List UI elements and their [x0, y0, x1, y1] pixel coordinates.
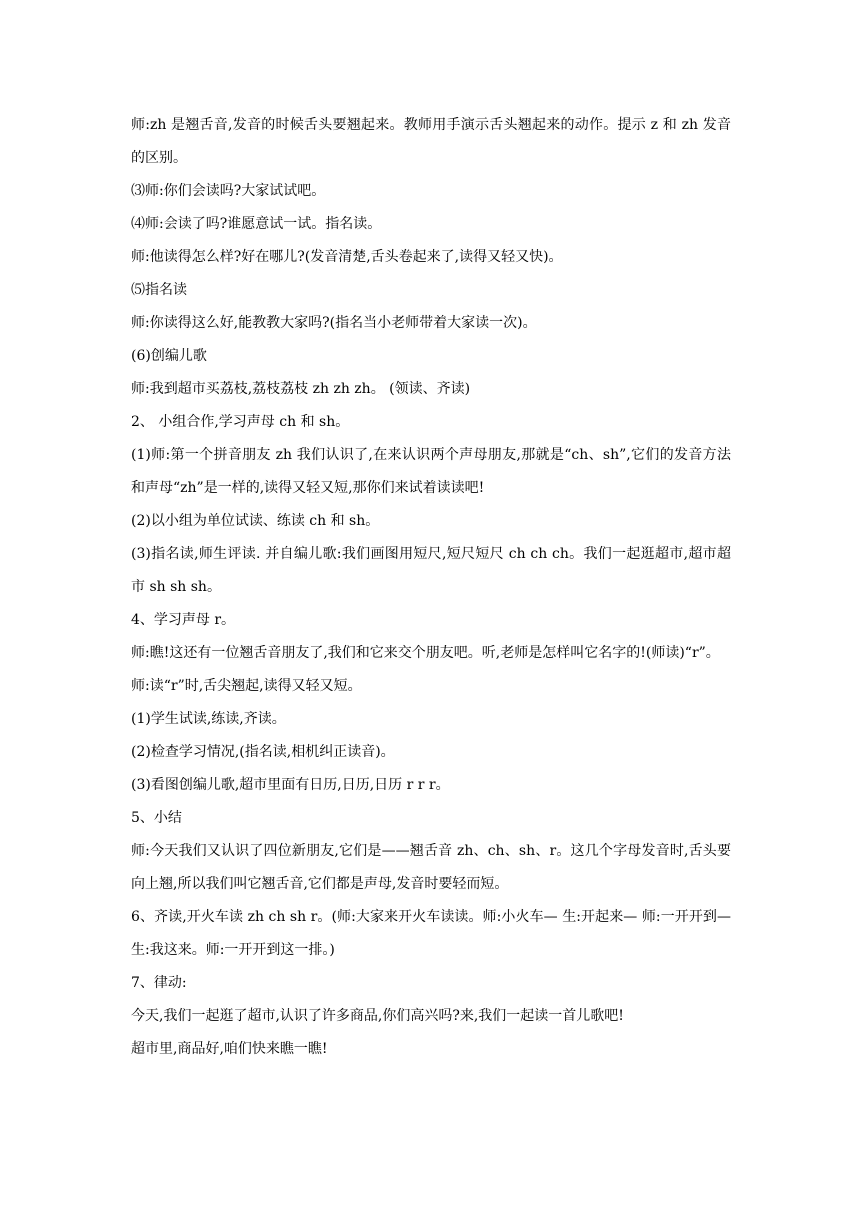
paragraph: (3)看图创编儿歌,超市里面有日历,日历,日历 r r r。	[131, 777, 450, 793]
paragraph: 4、学习声母 r。	[131, 612, 236, 628]
paragraph: 师:读“r”时,舌尖翘起,读得又轻又短。	[131, 678, 362, 694]
document-body	[131, 109, 731, 1066]
paragraph: 2、 小组合作,学习声母 ch 和 sh。	[131, 414, 350, 430]
paragraph: (6)创编儿歌	[131, 348, 207, 364]
paragraph: 超市里,商品好,咱们快来瞧一瞧!	[131, 1041, 328, 1057]
paragraph: 师:瞧!这还有一位翘舌音朋友了,我们和它来交个朋友吧。听,老师是怎样叫它名字的!(师读)“r”。	[131, 645, 720, 661]
paragraph: 5、小结	[131, 810, 182, 826]
paragraph: (1)师:第一个拼音朋友 zh 我们认识了,在来认识两个声母朋友,那就是“ch、sh”,它们的发音方法和声母“zh”是一样的,读得又轻又短,那你们来试着读读吧!	[131, 447, 731, 496]
paragraph: 师:zh 是翘舌音,发音的时候舌头要翘起来。教师用手演示舌头翘起来的动作。提示 z 和 zh 发音的区别。	[131, 117, 731, 166]
paragraph: (1)学生试读,练读,齐读。	[131, 711, 286, 727]
paragraph: 师:你读得这么好,能教教大家吗?(指名当小老师带着大家读一次)。	[131, 315, 537, 331]
paragraph: 师:我到超市买荔枝,荔枝荔枝 zh zh zh。 (领读、齐读)	[131, 381, 471, 397]
paragraph: 7、律动:	[131, 975, 187, 991]
paragraph: 6、齐读,开火车读 zh ch sh r。(师:大家来开火车读读。师:小火车— 生:开起来— 师:一开开到— 生:我这来。师:一开开到这一排。)	[131, 909, 731, 958]
paragraph: (2)检查学习情况,(指名读,相机纠正读音)。	[131, 744, 395, 760]
paragraph: 今天,我们一起逛了超市,认识了许多商品,你们高兴吗?来,我们一起读一首儿歌吧!	[131, 1008, 624, 1024]
paragraph: (2)以小组为单位试读、练读 ch 和 sh。	[131, 513, 380, 529]
paragraph: 师:他读得怎么样?好在哪儿?(发音清楚,舌头卷起来了,读得又轻又快)。	[131, 249, 563, 265]
paragraph: ⑸指名读	[131, 282, 187, 298]
paragraph: 师:今天我们又认识了四位新朋友,它们是——翘舌音 zh、ch、sh、r。这几个字母发音时,舌头要向上翘,所以我们叫它翘舌音,它们都是声母,发音时要轻而短。	[131, 843, 731, 892]
paragraph: ⑷师:会读了吗?谁愿意试一试。指名读。	[131, 216, 382, 232]
paragraph: ⑶师:你们会读吗?大家试试吧。	[131, 183, 326, 199]
paragraph: (3)指名读,师生评读. 并自编儿歌:我们画图用短尺,短尺短尺 ch ch ch。我们一起逛超市,超市超市 sh sh sh。	[131, 546, 731, 595]
